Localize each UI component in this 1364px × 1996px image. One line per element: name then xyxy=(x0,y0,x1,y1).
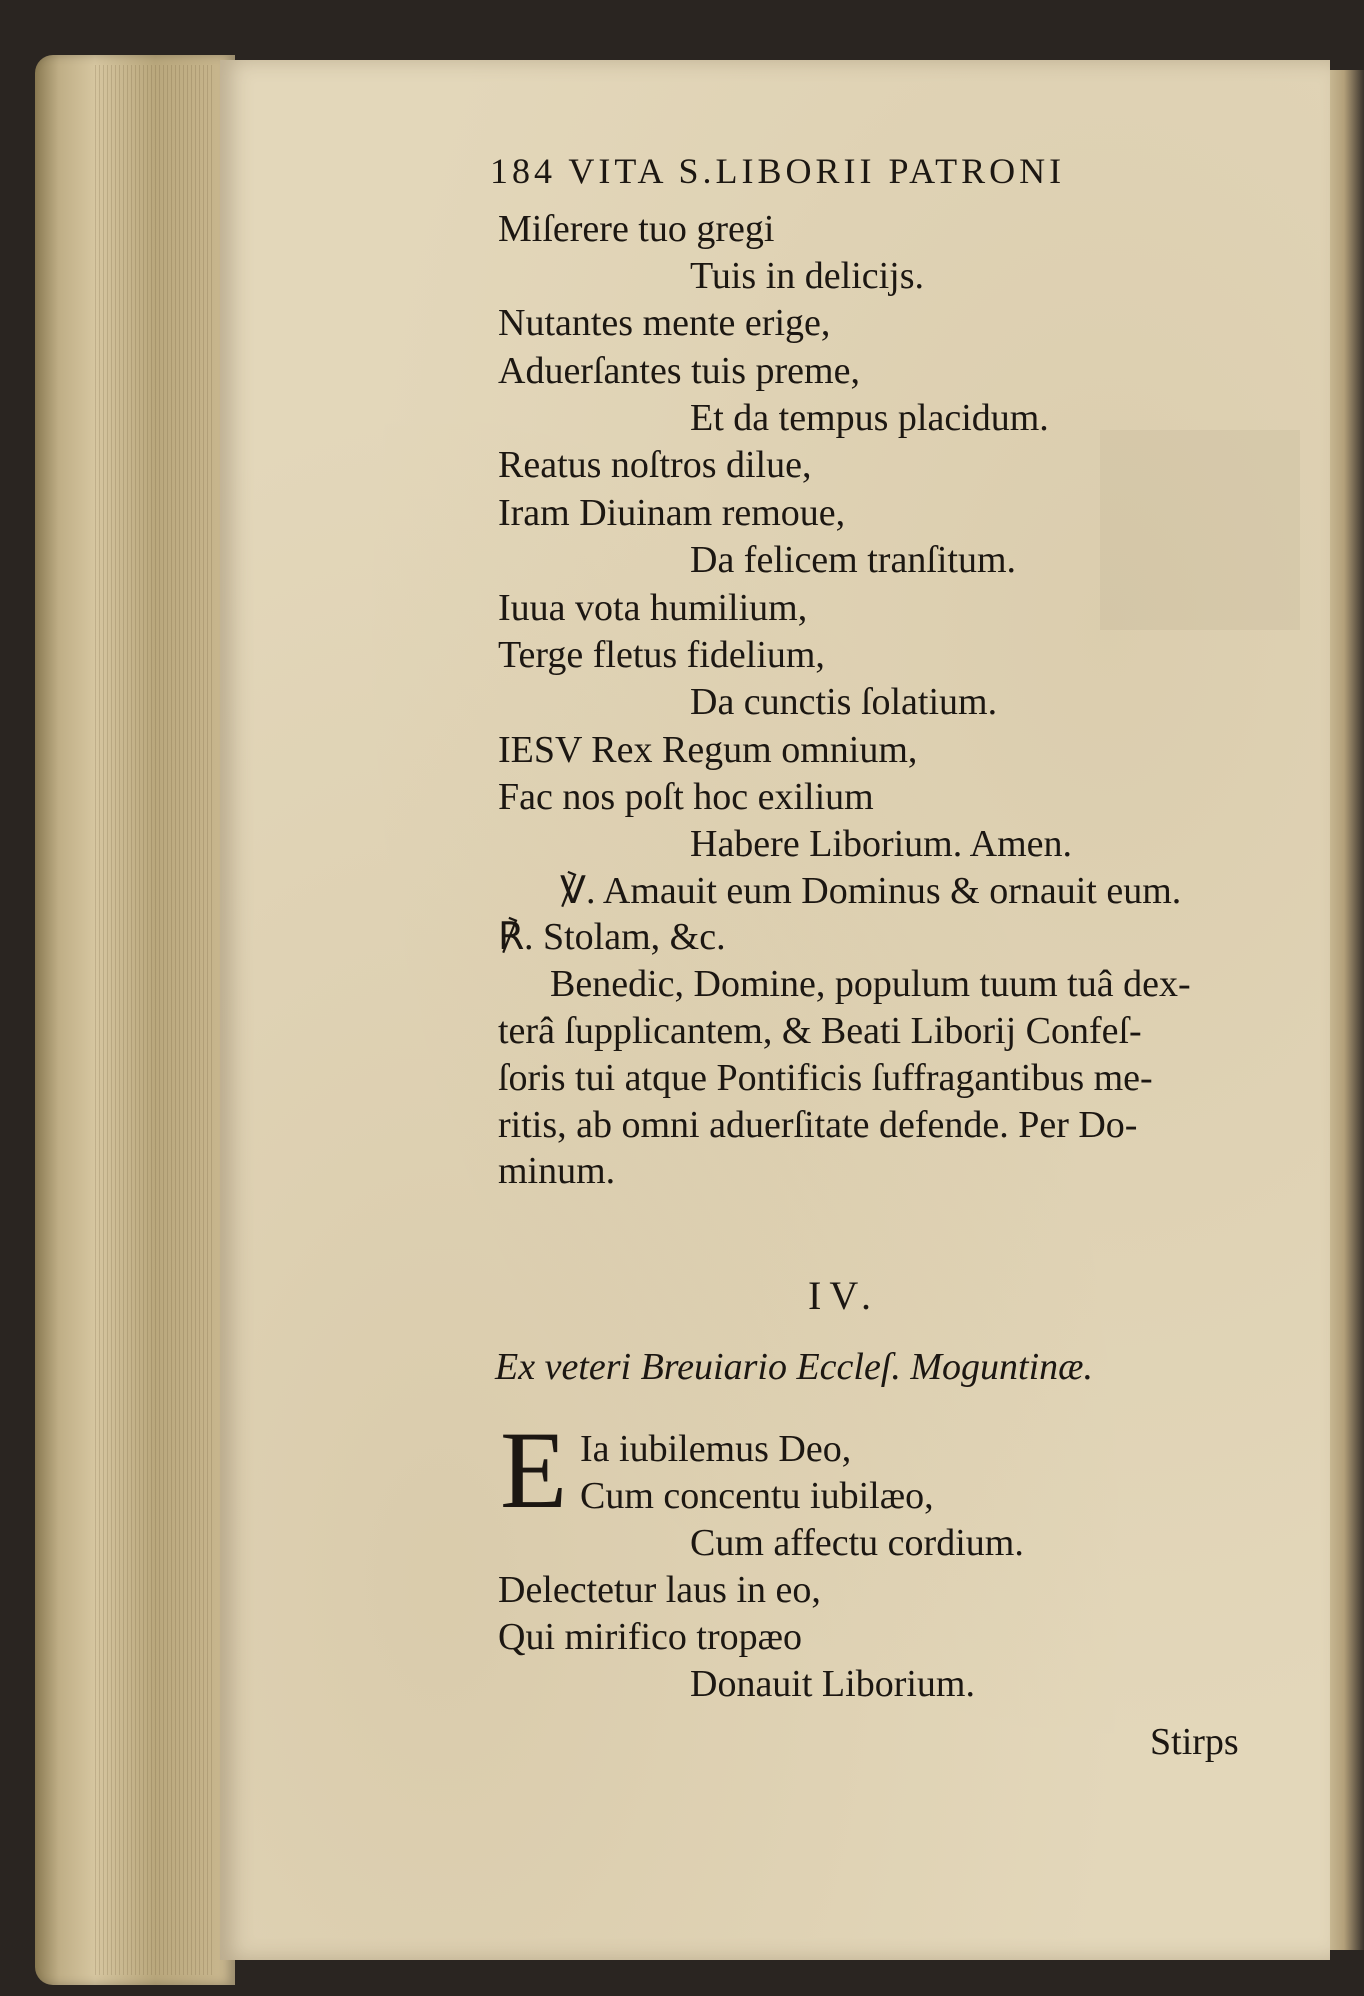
hymn-line: Et da tempus placidum. xyxy=(690,397,1049,439)
prayer-line: Benedic, Domine, populum tuum tuâ dex- xyxy=(550,963,1191,1005)
hymn-line: Miſerere tuo gregi xyxy=(498,208,775,250)
prayer-line: ritis, ab omni aduerſitate defende. Per Do- xyxy=(498,1104,1138,1146)
prayer-line: minum. xyxy=(498,1150,616,1192)
hymn2-line: Cum concentu iubilæo, xyxy=(580,1475,934,1517)
hymn2-line: Donauit Liborium. xyxy=(690,1663,975,1705)
hymn2-line: Qui mirifico tropæo xyxy=(498,1616,802,1658)
facing-page-edge xyxy=(1324,70,1364,1950)
prayer-line: ſoris tui atque Pontificis ſuffragantibus me- xyxy=(498,1057,1153,1099)
hymn-line: Terge fletus fidelium, xyxy=(498,634,825,676)
hymn-line: Da cunctis ſolatium. xyxy=(690,681,998,723)
hymn-line: Reatus noſtros dilue, xyxy=(498,444,812,486)
bleed-through-shadow xyxy=(1100,430,1300,630)
prayer-line: terâ ſupplicantem, & Beati Liborij Confeſ- xyxy=(498,1010,1142,1052)
hymn2-line: Ia iubilemus Deo, xyxy=(580,1428,852,1470)
hymn-line: Aduerſantes tuis preme, xyxy=(498,350,860,392)
hymn2-line: Delectetur laus in eo, xyxy=(498,1569,821,1611)
hymn-line: Da felicem tranſitum. xyxy=(690,539,1017,581)
section-title: Ex veteri Breuiario Eccleſ. Moguntinæ. xyxy=(495,1346,1093,1388)
hymn-line: Tuis in delicijs. xyxy=(690,255,925,297)
catchword: Stirps xyxy=(1150,1721,1239,1763)
versicle: ℣. Amauit eum Dominus & ornauit eum. xyxy=(560,870,1182,912)
drop-cap: E xyxy=(500,1409,568,1531)
page-stack-edge xyxy=(35,55,235,1985)
running-head: 184 VITA S.LIBORII PATRONI xyxy=(490,151,1066,191)
hymn2-line: Cum affectu cordium. xyxy=(690,1522,1024,1564)
hymn-line: Habere Liborium. Amen. xyxy=(690,823,1073,865)
hymn-line: Iram Diuinam remoue, xyxy=(498,492,846,534)
hymn-line: Fac nos poſt hoc exilium xyxy=(498,776,874,818)
response: ℟. Stolam, &c. xyxy=(498,916,726,958)
hymn-line: Iuua vota humilium, xyxy=(498,587,808,629)
hymn-line: IESV Rex Regum omnium, xyxy=(498,729,918,771)
section-number: IV. xyxy=(808,1273,880,1318)
hymn-line: Nutantes mente erige, xyxy=(498,302,831,344)
